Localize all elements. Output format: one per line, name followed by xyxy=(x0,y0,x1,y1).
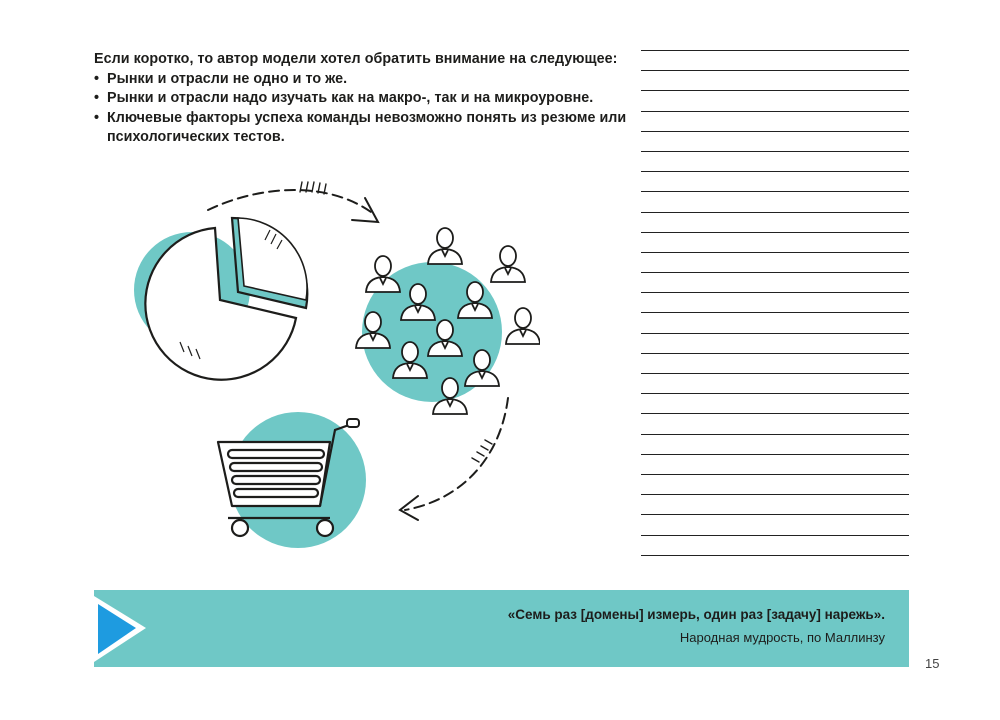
quote-text xyxy=(508,606,885,647)
note-line xyxy=(641,151,909,171)
note-line xyxy=(641,212,909,232)
bullet-item: • Рынки и отрасли не одно и то же. xyxy=(94,70,629,90)
note-line xyxy=(641,171,909,191)
note-line xyxy=(641,232,909,252)
bullet-item: • Ключевые факторы успеха команды невозможно понять из резюме или психологических тестов. xyxy=(94,109,629,148)
people-group-icon xyxy=(356,228,540,414)
note-line xyxy=(641,454,909,474)
person-icon xyxy=(491,246,525,282)
note-line xyxy=(641,191,909,211)
note-line xyxy=(641,90,909,110)
person-icon xyxy=(428,228,462,264)
note-line xyxy=(641,333,909,353)
note-line xyxy=(641,252,909,272)
note-line xyxy=(641,535,909,555)
intro-bullet-list xyxy=(94,70,629,148)
note-line xyxy=(641,111,909,131)
note-line xyxy=(641,353,909,373)
intro-lead: Если коротко, то автор модели хотел обратить внимание на следующее: xyxy=(94,51,618,67)
bullet-item: • Рынки и отрасли надо изучать как на макро-, так и на микроуровне. xyxy=(94,89,629,109)
note-line xyxy=(641,272,909,292)
note-line xyxy=(641,474,909,494)
note-line xyxy=(641,50,909,70)
note-line xyxy=(641,514,909,534)
note-line xyxy=(641,373,909,393)
notes-lines xyxy=(641,50,909,575)
note-line xyxy=(641,131,909,151)
quote-source: Народная мудрость, по Маллинзу xyxy=(679,630,885,645)
shopping-cart-icon xyxy=(218,412,366,548)
note-line xyxy=(641,393,909,413)
intro-text xyxy=(94,50,629,148)
note-line xyxy=(641,292,909,312)
page-number: 15 xyxy=(925,656,940,671)
note-line xyxy=(641,312,909,332)
quote-band xyxy=(94,590,909,667)
note-line xyxy=(641,555,909,575)
person-icon xyxy=(506,308,540,344)
market-cycle-illustration xyxy=(120,170,540,550)
note-line xyxy=(641,494,909,514)
pie-chart-icon xyxy=(134,218,307,380)
note-line xyxy=(641,70,909,90)
note-line xyxy=(641,413,909,433)
quote-main: «Семь раз [домены] измерь, один раз [задачу] нарежь». xyxy=(507,607,885,622)
play-arrow-icon xyxy=(94,590,154,667)
note-line xyxy=(641,434,909,454)
